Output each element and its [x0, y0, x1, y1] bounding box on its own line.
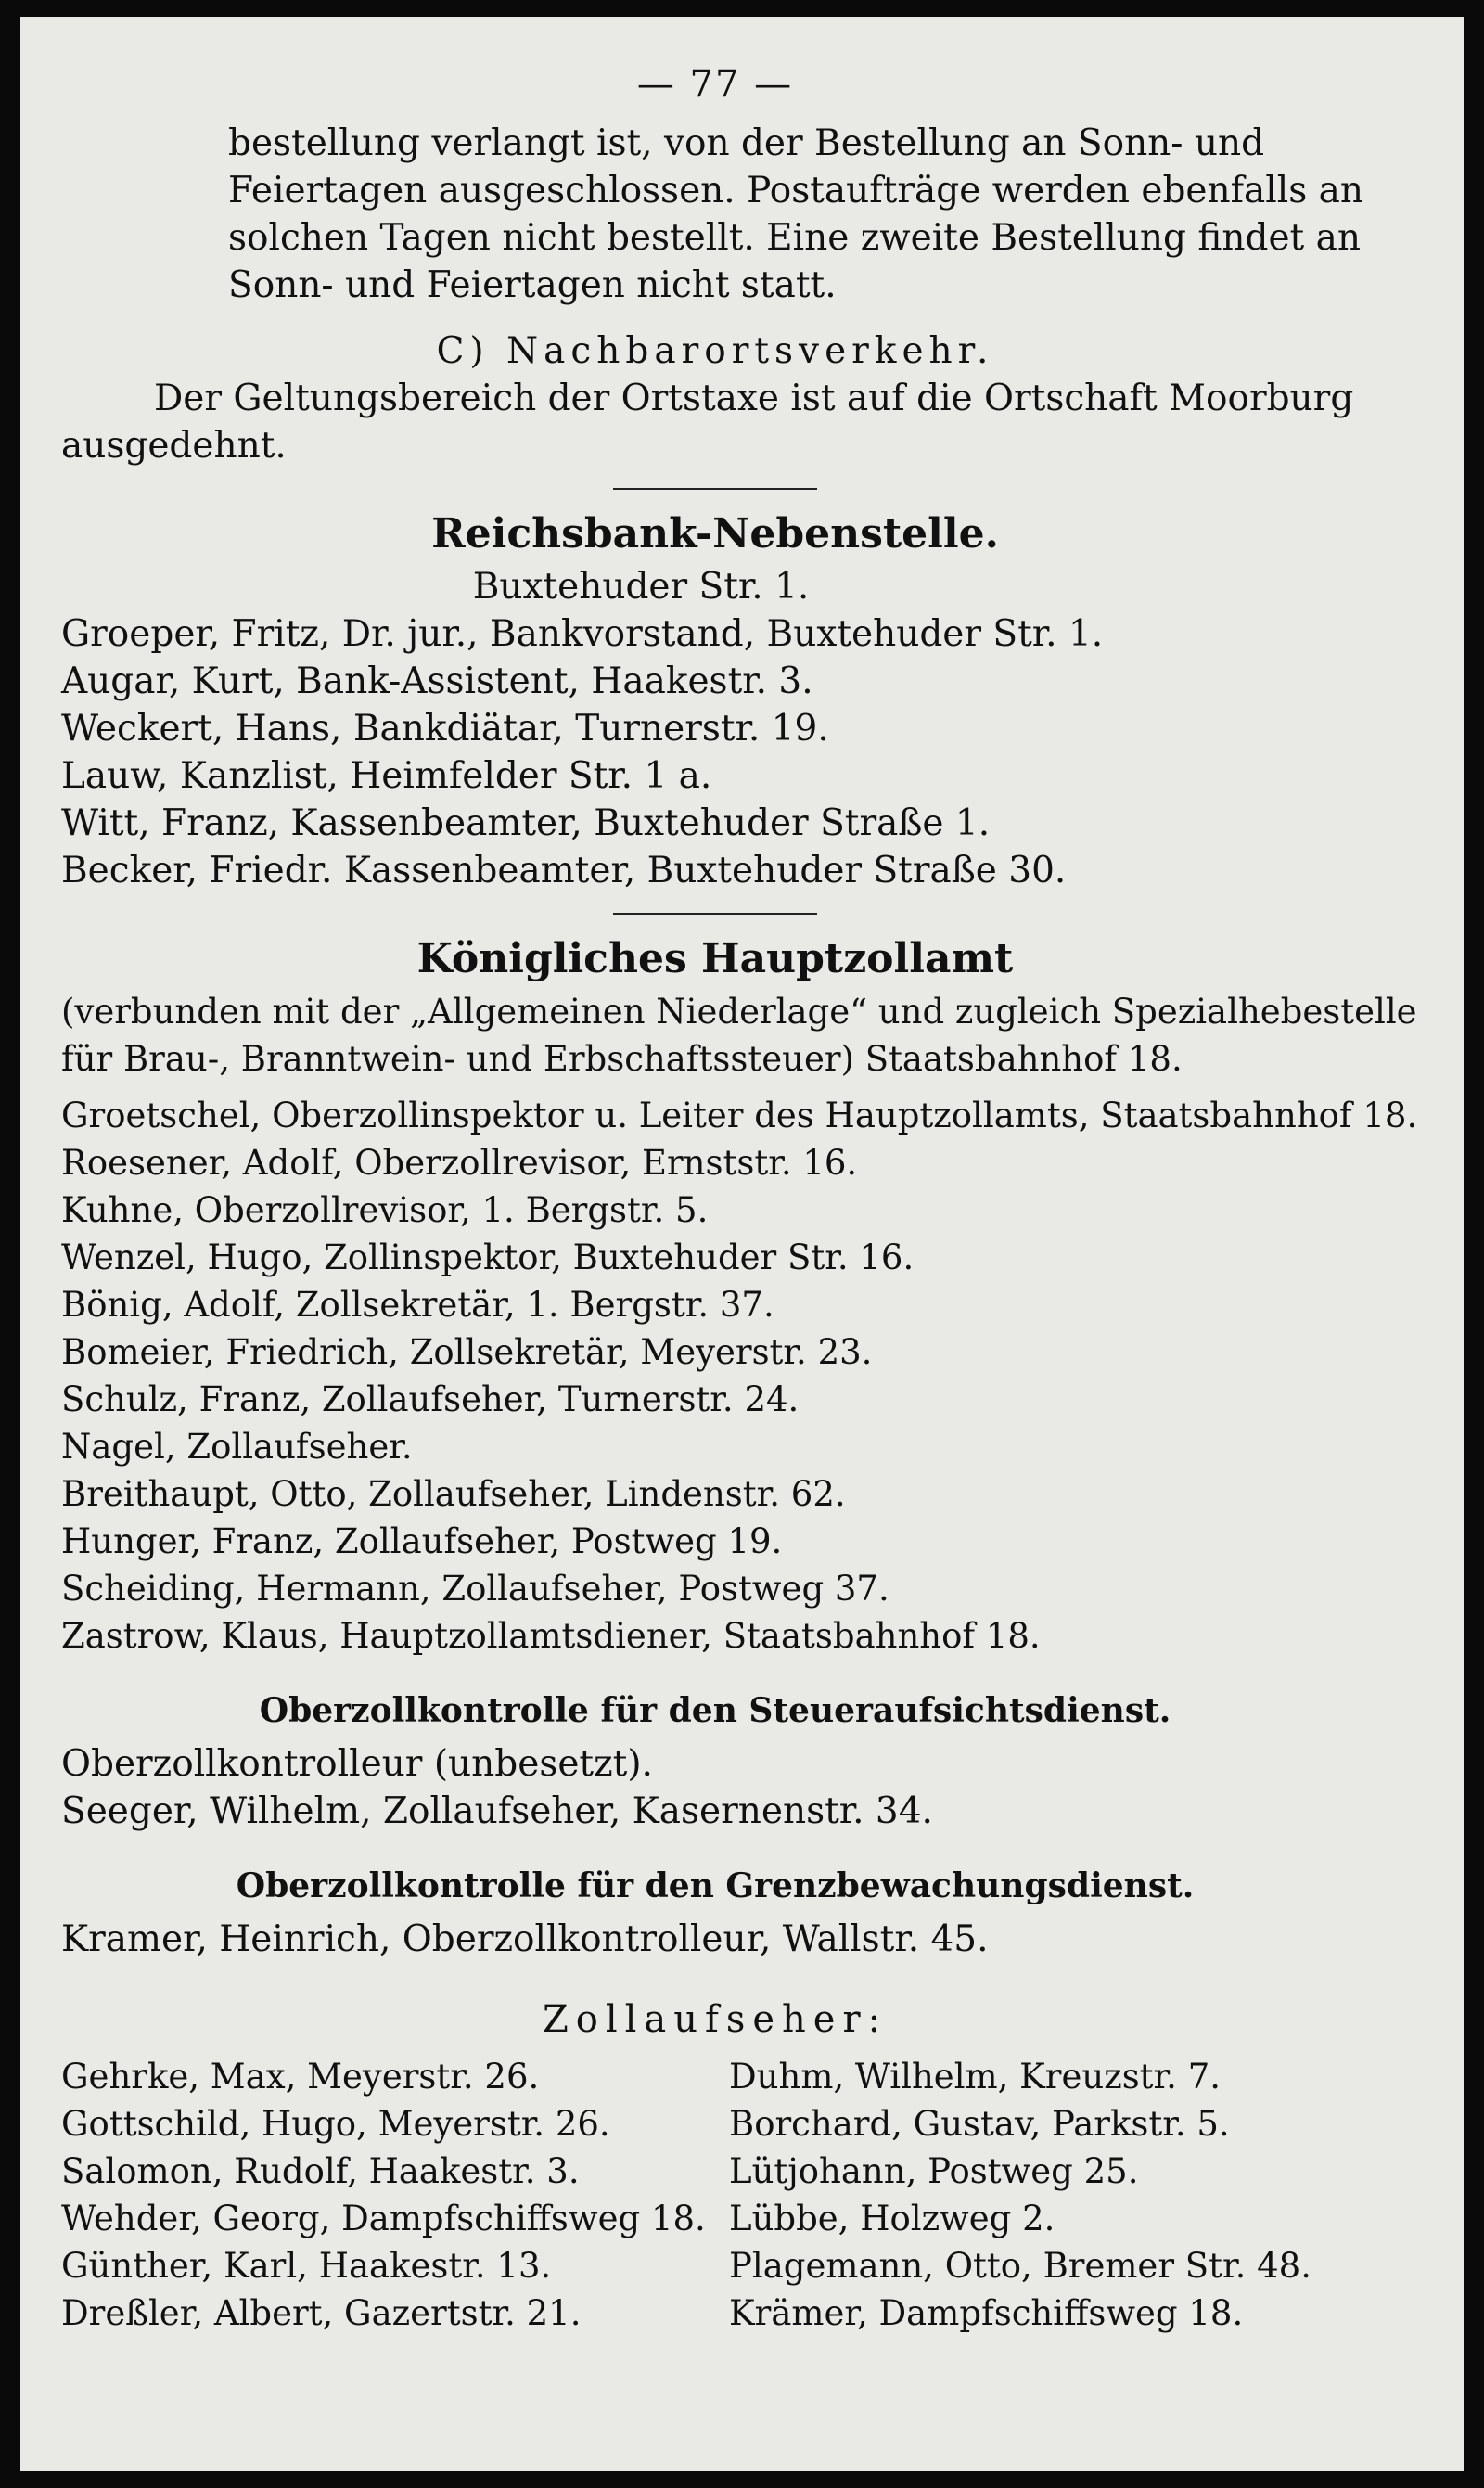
steueraufsicht-list — [61, 1740, 1369, 1835]
list-item: Bönig, Adolf, Zollsekretär, 1. Bergstr. 37. — [61, 1285, 774, 1325]
document-page — [20, 17, 1464, 2471]
grenzbewachung-heading: Oberzollkontrolle für den Grenzbewachungsdienst. — [236, 1866, 1195, 1905]
list-item: Becker, Friedr. Kassenbeamter, Buxtehuder Straße 30. — [61, 850, 1067, 891]
list-item: Hunger, Franz, Zollaufseher, Postweg 19. — [61, 1521, 783, 1561]
steueraufsicht-heading: Oberzollkontrolle für den Steueraufsichtsdienst. — [259, 1691, 1171, 1730]
list-item: Oberzollkontrolleur (unbesetzt). — [61, 1743, 653, 1785]
reichsbank-heading: Reichsbank-Nebenstelle. — [431, 510, 999, 558]
text-line: solchen Tagen nicht bestellt. Eine zweite Bestellung findet an — [228, 217, 1361, 259]
list-item: Lübbe, Holzweg 2. — [729, 2199, 1055, 2238]
text-line: Sonn- und Feiertagen nicht statt. — [228, 264, 837, 306]
list-item: Lütjohann, Postweg 25. — [729, 2151, 1139, 2191]
list-item: Groetschel, Oberzollinspektor u. Leiter des Hauptzollamts, Staatsbahnhof 18. — [61, 1096, 1418, 1135]
list-item: Bomeier, Friedrich, Zollsekretär, Meyerstr. 23. — [61, 1332, 873, 1372]
list-item: Plagemann, Otto, Bremer Str. 48. — [729, 2246, 1311, 2286]
text-line: ausgedehnt. — [61, 425, 287, 467]
list-item: Wehder, Georg, Dampfschiffsweg 18. — [61, 2199, 706, 2238]
list-item: Nagel, Zollaufseher. — [61, 1427, 413, 1467]
text-line: für Brau-, Branntwein- und Erbschaftssteuer) Staatsbahnhof 18. — [61, 1039, 1183, 1079]
hauptzollamt-note — [61, 988, 1417, 1083]
zollaufseher-right-column — [729, 2053, 1369, 2337]
text-line: Feiertagen ausgeschlossen. Postaufträge werden ebenfalls an — [228, 170, 1364, 212]
text-line: bestellung verlangt ist, von der Bestellung an Sonn- und — [228, 122, 1265, 164]
hauptzollamt-heading: Königliches Hauptzollamt — [416, 935, 1014, 982]
page-number: — 77 — — [636, 63, 794, 106]
list-item: Scheiding, Hermann, Zollaufseher, Postweg 37. — [61, 1569, 889, 1609]
text-line: Der Geltungsbereich der Ortstaxe ist auf die Ortschaft Moorburg — [154, 378, 1354, 419]
list-item: Kuhne, Oberzollrevisor, 1. Bergstr. 5. — [61, 1190, 709, 1230]
page-content — [61, 61, 1418, 2337]
hauptzollamt-list — [61, 1092, 1418, 1660]
list-item: Günther, Karl, Haakestr. 13. — [61, 2246, 552, 2286]
reichsbank-address: Buxtehuder Str. 1. — [472, 566, 810, 608]
text-line: (verbunden mit der „Allgemeinen Niederlage“ und zugleich Spezialhebestelle — [61, 992, 1417, 1032]
section-divider — [613, 913, 817, 915]
zollaufseher-heading: Zollaufseher: — [542, 1998, 889, 2041]
list-item: Krämer, Dampfschiffsweg 18. — [729, 2293, 1244, 2333]
list-item: Groeper, Fritz, Dr. jur., Bankvorstand, Buxtehuder Str. 1. — [61, 613, 1104, 655]
list-item: Salomon, Rudolf, Haakestr. 3. — [61, 2151, 580, 2191]
intro-paragraph — [61, 120, 1369, 309]
list-item: Zastrow, Klaus, Hauptzollamtsdiener, Staatsbahnhof 18. — [61, 1616, 1041, 1656]
list-item: Dreßler, Albert, Gazertstr. 21. — [61, 2293, 582, 2333]
section-divider — [613, 488, 817, 490]
list-item: Borchard, Gustav, Parkstr. 5. — [729, 2104, 1230, 2144]
list-item: Roesener, Adolf, Oberzollrevisor, Ernststr. 16. — [61, 1143, 858, 1183]
list-item: Schulz, Franz, Zollaufseher, Turnerstr. 24. — [61, 1379, 800, 1419]
list-item: Witt, Franz, Kassenbeamter, Buxtehuder Straße 1. — [61, 802, 991, 844]
list-item: Lauw, Kanzlist, Heimfelder Str. 1 a. — [61, 755, 712, 797]
list-item: Duhm, Wilhelm, Kreuzstr. 7. — [729, 2057, 1221, 2097]
list-item: Gehrke, Max, Meyerstr. 26. — [61, 2057, 540, 2097]
list-item: Wenzel, Hugo, Zollinspektor, Buxtehuder Str. 16. — [61, 1238, 915, 1277]
list-item: Breithaupt, Otto, Zollaufseher, Lindenstr. 62. — [61, 1474, 846, 1514]
zollaufseher-columns — [61, 2053, 1369, 2337]
list-item: Gottschild, Hugo, Meyerstr. 26. — [61, 2104, 610, 2144]
list-item: Seeger, Wilhelm, Zollaufseher, Kasernenstr. 34. — [61, 1790, 933, 1832]
list-item: Kramer, Heinrich, Oberzollkontrolleur, Wallstr. 45. — [61, 1918, 989, 1960]
reichsbank-list — [61, 610, 1369, 894]
section-c-heading: C) Nachbarortsverkehr. — [436, 330, 994, 372]
list-item: Augar, Kurt, Bank-Assistent, Haakestr. 3. — [61, 660, 813, 702]
zollaufseher-left-column — [61, 2053, 706, 2337]
grenzbewachung-list — [61, 1916, 1369, 1963]
list-item: Weckert, Hans, Bankdiätar, Turnerstr. 19. — [61, 708, 829, 750]
